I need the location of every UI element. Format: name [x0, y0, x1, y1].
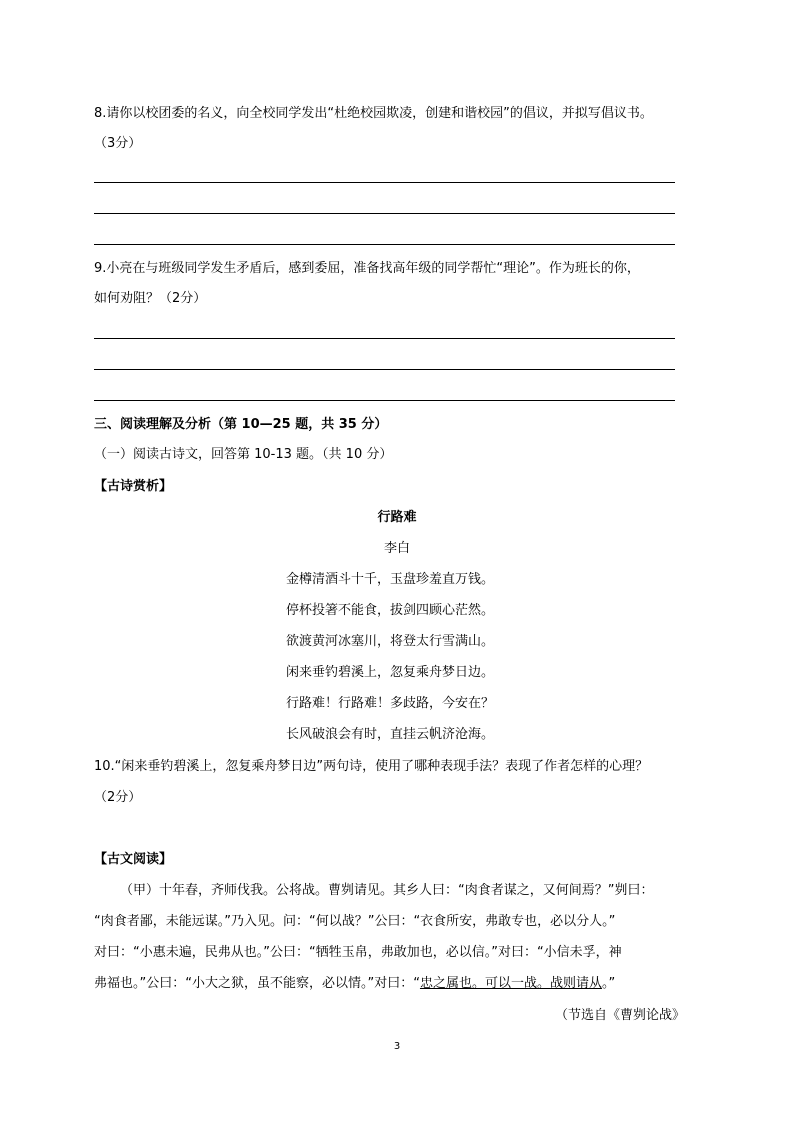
answer-line: [94, 369, 675, 370]
passage-line: “肉食者鄙，未能远谋。”乃入见。问：“何以战？”公曰：“衣食所安，弗敢专也，必以分人。”: [94, 914, 616, 929]
q9-line2: 如何劝阻？（2分）: [94, 291, 207, 306]
poem-line: 闲来垂钓碧溪上，忽复乘舟梦日边。: [286, 665, 495, 680]
passage-text: 。”: [601, 976, 616, 991]
answer-line: [94, 213, 675, 214]
classical-label: 【古文阅读】: [94, 852, 173, 867]
q8-line1: 8.请你以校团委的名义，向全校同学发出“杜绝校园欺凌，创建和谐校园”的倡议，并拟写倡议书。: [94, 106, 653, 121]
section-heading: 三、阅读理解及分析（第 10—25 题，共 35 分）: [94, 417, 388, 432]
passage-line: [94, 976, 615, 992]
poem-line: 停杯投箸不能食，拔剑四顾心茫然。: [286, 603, 495, 618]
poem-line: 欲渡黄河冰塞川，将登太行雪满山。: [286, 634, 495, 649]
underlined-sentence: 忠之属也。可以一战。战则请从: [419, 976, 602, 991]
passage-line: （甲）十年春，齐师伐我。公将战。曹刿请见。其乡人曰：“肉食者谋之，又何间焉？”刿曰：: [120, 883, 654, 898]
poem-author: 李白: [383, 541, 410, 556]
q9-line1: 9.小亮在与班级同学发生矛盾后，感到委屈，准备找高年级的同学帮忙“理论”。作为班长的你，: [94, 261, 640, 276]
page-number: 3: [393, 1041, 401, 1052]
subsection-heading: （一）阅读古诗文，回答第 10-13 题。（共 10 分）: [94, 447, 393, 462]
poem-title: 行路难: [377, 510, 417, 525]
q10-score: （2分）: [94, 790, 142, 805]
answer-line: [94, 182, 675, 183]
source-citation: （节选自《曹刿论战》: [555, 1008, 686, 1023]
poem-label: 【古诗赏析】: [94, 479, 173, 494]
passage-text: 弗福也。”公曰：“小大之狱，虽不能察，必以情。”对曰：“: [94, 976, 420, 991]
poem-line: 金樽清酒斗十千，玉盘珍羞直万钱。: [286, 572, 495, 587]
poem-line: 长风破浪会有时，直挂云帆济沧海。: [286, 727, 495, 742]
answer-line: [94, 338, 675, 339]
answer-line: [94, 400, 675, 401]
passage-line: 对曰：“小惠未遍，民弗从也。”公曰：“牺牲玉帛，弗敢加也，必以信。”对曰：“小信未孚，神: [94, 945, 622, 960]
q10-line1: 10.“闲来垂钓碧溪上，忽复乘舟梦日边”两句诗，使用了哪种表现手法？表现了作者怎样的心理？: [94, 759, 649, 774]
answer-line: [94, 244, 675, 245]
poem-line: 行路难！行路难！多歧路，今安在？: [286, 696, 495, 711]
q8-score: （3分）: [94, 136, 142, 151]
